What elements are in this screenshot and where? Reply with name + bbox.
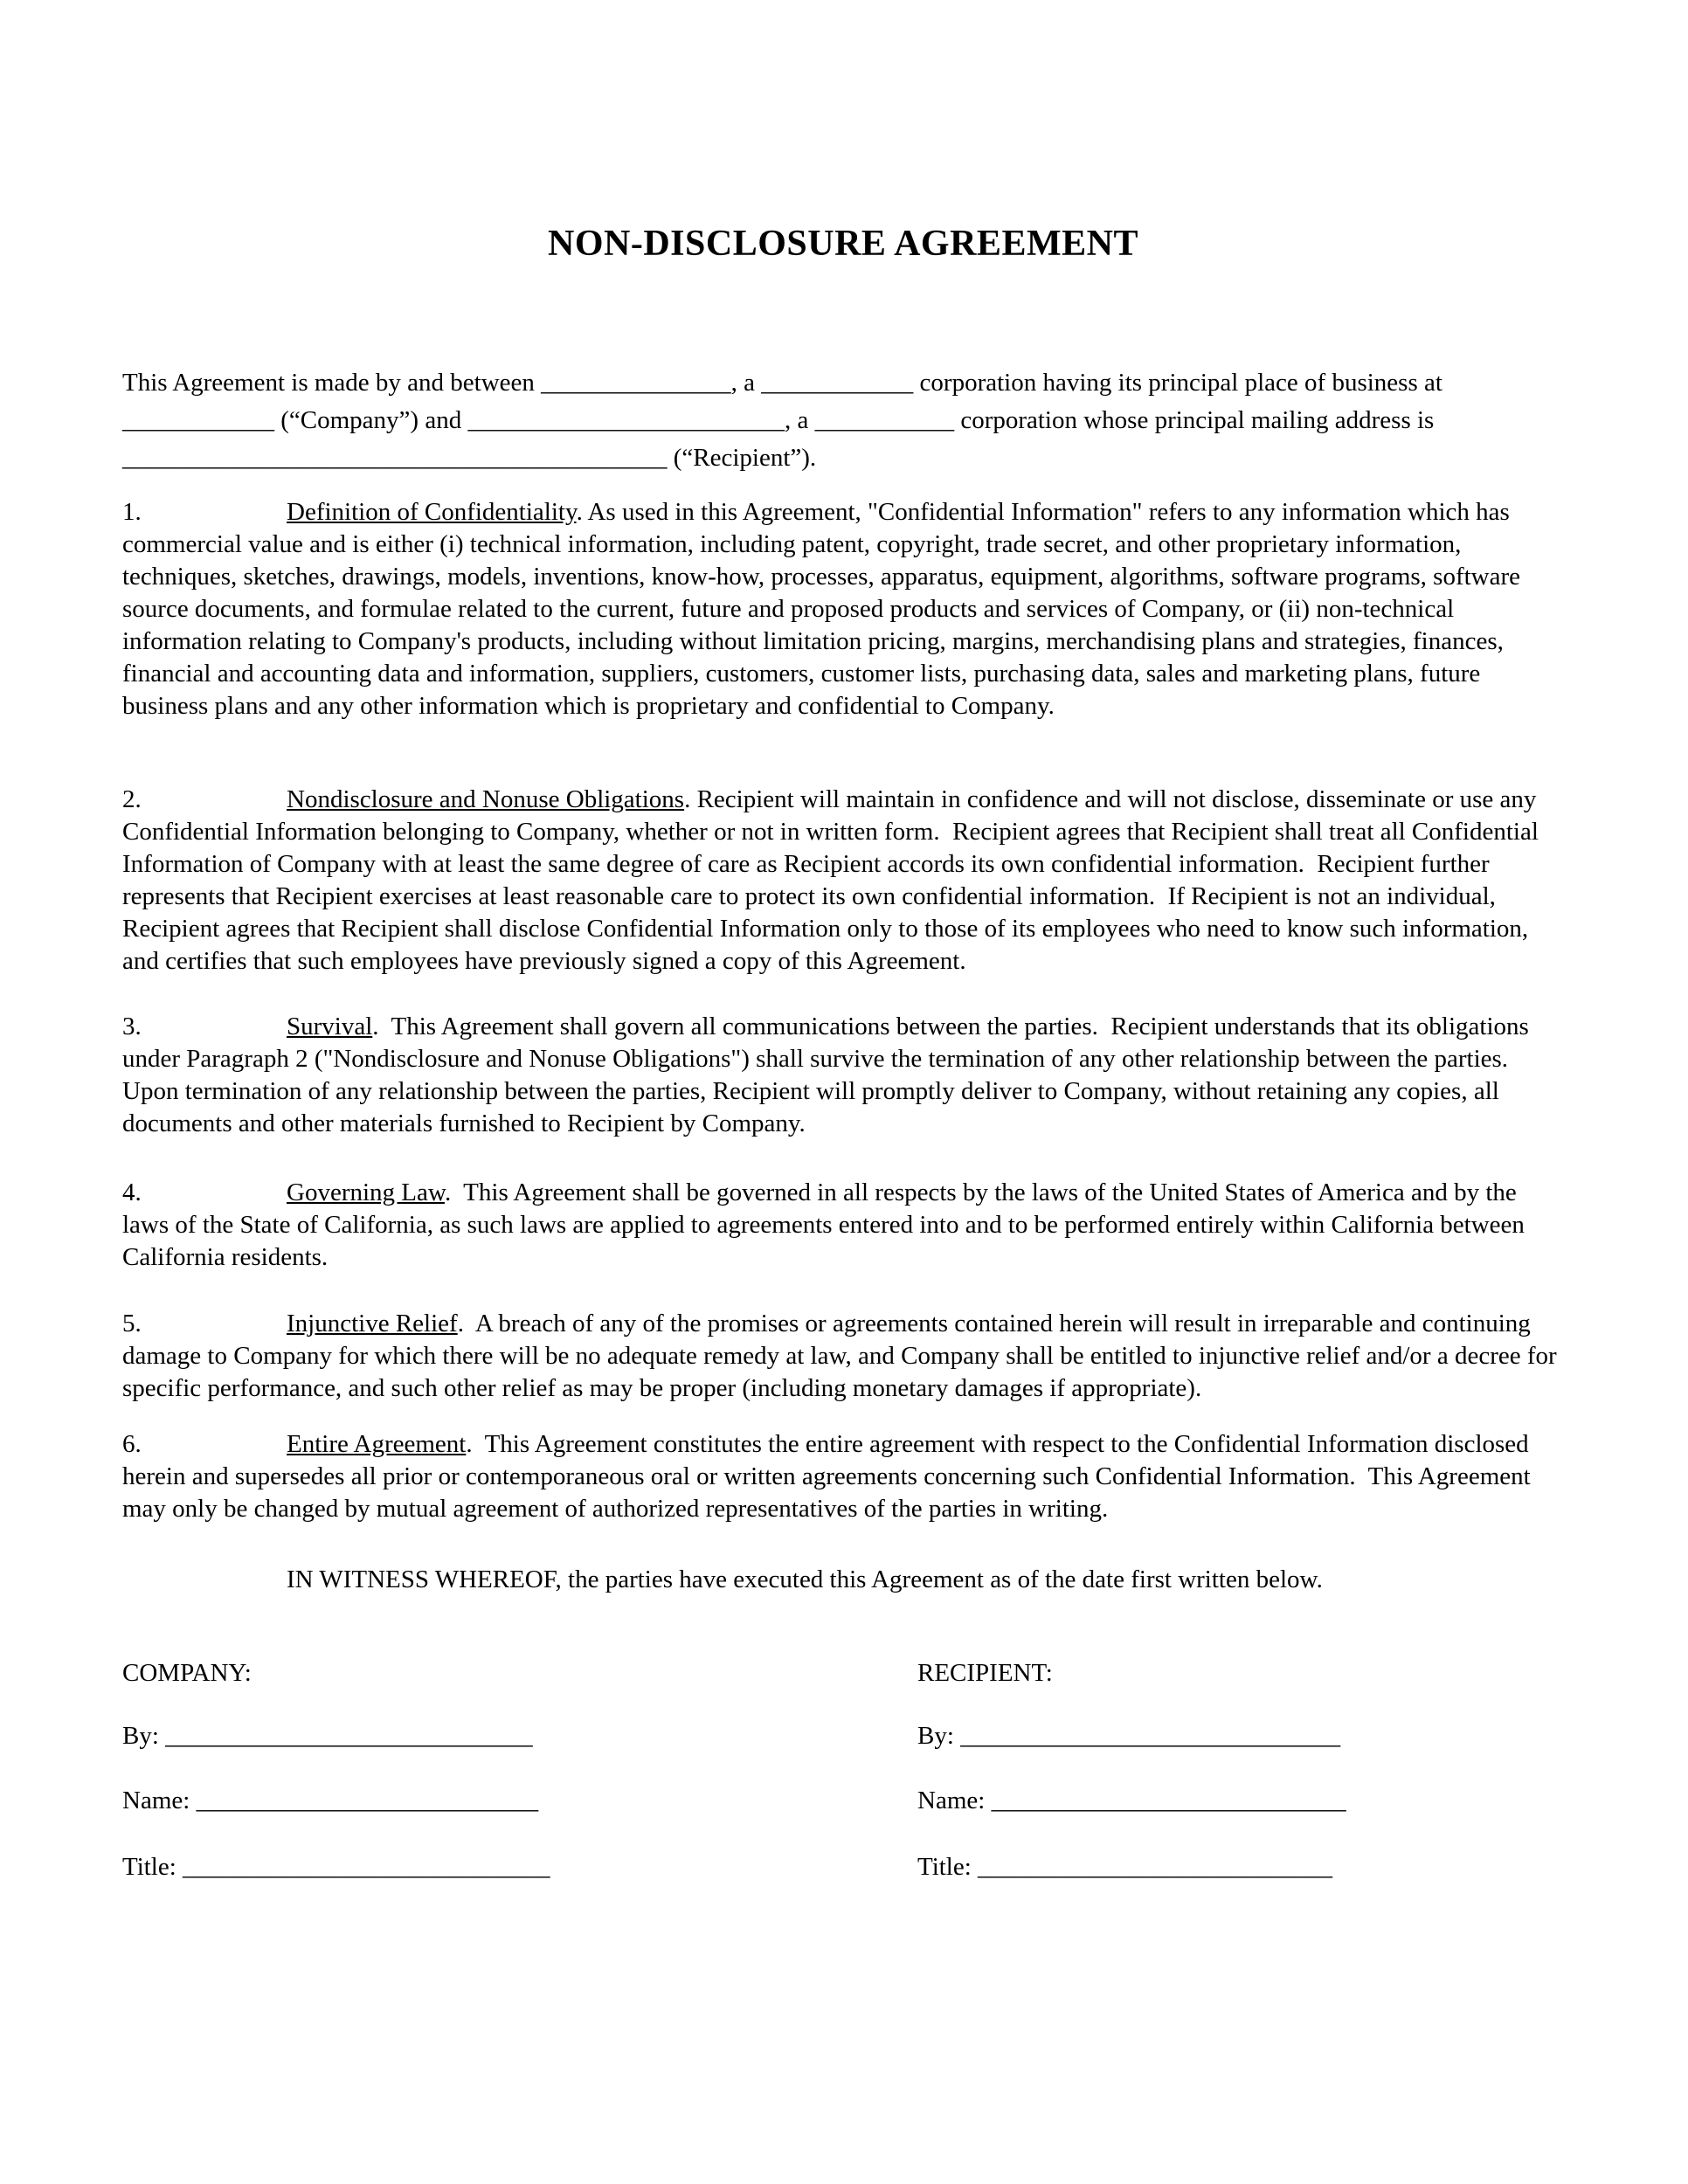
- section-paragraph: [122, 1428, 1564, 1525]
- section-paragraph: [122, 1177, 1564, 1274]
- section-body: This Agreement shall be governed in all respects by the laws of the United States of America and by the laws of the State of California, as such laws are applied to agreements entered into and to be performed entirely within California between California residents.: [122, 1178, 1532, 1271]
- company-name-label: Name:: [122, 1787, 190, 1814]
- section-separator: .: [444, 1178, 464, 1206]
- section-number: 4.: [122, 1178, 142, 1206]
- signature-block: [122, 1657, 1564, 1883]
- section-heading: Definition of Confidentiality: [287, 498, 577, 526]
- company-by-label: By:: [122, 1722, 159, 1750]
- recipient-name-row: [917, 1785, 1564, 1817]
- recipient-by-row: [917, 1720, 1564, 1752]
- company-name-row: [122, 1785, 917, 1817]
- section-number: 6.: [122, 1430, 142, 1458]
- company-party-label: COMPANY:: [122, 1659, 252, 1687]
- document-title: NON-DISCLOSURE AGREEMENT: [548, 224, 1138, 264]
- section-paragraph: [122, 1308, 1564, 1405]
- signature-column-recipient: [917, 1657, 1564, 1883]
- recipient-title-row: [917, 1851, 1564, 1883]
- recipient-title-signature-line: ____________________________: [971, 1853, 1333, 1881]
- witness-clause: IN WITNESS WHEREOF, the parties have executed this Agreement as of the date first written below.: [287, 1565, 1323, 1593]
- section-separator: .: [457, 1310, 475, 1337]
- signature-column-company: [122, 1657, 917, 1883]
- recipient-by-signature-line: ______________________________: [953, 1722, 1341, 1750]
- section-separator: .: [466, 1430, 485, 1458]
- section-paragraph: [122, 784, 1564, 978]
- section-body: A breach of any of the promises or agreements contained herein will result in irreparable and continuing damage to Company for which there will be no adequate remedy at law, and Company shall be entitled to injunctive relief and/or a decree for specific performance, and such other relief as may be proper (including monetary damages if appropriate).: [122, 1310, 1563, 1402]
- section-list: [122, 496, 1564, 1525]
- section-paragraph: [122, 496, 1564, 722]
- section-heading: Survival: [287, 1013, 373, 1040]
- recipient-party-label: RECIPIENT:: [917, 1659, 1053, 1687]
- section-number: 2.: [122, 785, 142, 813]
- recipient-by-label: By:: [917, 1722, 954, 1750]
- company-by-signature-line: _____________________________: [158, 1722, 533, 1750]
- intro-paragraph: This Agreement is made by and between _______________, a ____________ corporation having its principal place of business at ____________ (“Company”) and _________________________, a ___________ corporation whose principal mailing address is ___________________________________________ (“Recipient”).: [122, 369, 1449, 472]
- company-name-signature-line: ___________________________: [190, 1787, 539, 1814]
- section-heading: Governing Law: [287, 1178, 445, 1206]
- recipient-name-label: Name:: [917, 1787, 986, 1814]
- section-separator: .: [684, 785, 697, 813]
- section-heading: Entire Agreement: [287, 1430, 467, 1458]
- section-separator: .: [576, 498, 588, 526]
- section-body: Recipient will maintain in confidence and will not disclose, disseminate or use any Confidential Information belonging to Company, whether or not in written form. Recipient agrees that Recipient shall treat all Confidential Information of Company with at least the same degree of care as Recipient accords its own confidential information. Recipient further represents that Recipient exercises at least reasonable care to protect its own confidential information. If Recipient is not an individual, Recipient agrees that Recipient shall disclose Confidential Information only to those of its employees who need to know such information, and certifies that such employees have previously signed a copy of this Agreement.: [122, 785, 1546, 975]
- company-title-signature-line: _____________________________: [176, 1853, 550, 1881]
- section-number: 1.: [122, 498, 142, 526]
- section-paragraph: [122, 1011, 1564, 1140]
- section-number: 3.: [122, 1013, 142, 1040]
- section-body: This Agreement constitutes the entire agreement with respect to the Confidential Information disclosed herein and supersedes all prior or contemporaneous oral or written agreements concerning such Confidential Information. This Agreement may only be changed by mutual agreement of authorized representatives of the parties in writing.: [122, 1430, 1537, 1523]
- company-by-row: [122, 1720, 917, 1752]
- company-title-row: [122, 1851, 917, 1883]
- recipient-name-signature-line: ____________________________: [985, 1787, 1346, 1814]
- company-title-label: Title:: [122, 1853, 176, 1881]
- section-separator: .: [372, 1013, 391, 1040]
- section-heading: Injunctive Relief: [287, 1310, 458, 1337]
- section-number: 5.: [122, 1310, 142, 1337]
- recipient-title-label: Title:: [917, 1853, 972, 1881]
- section-body: This Agreement shall govern all communications between the parties. Recipient understands that its obligations under Paragraph 2 ("Nondisclosure and Nonuse Obligations") shall survive the termination of any other relationship between the parties. Upon termination of any relationship between the parties, Recipient will promptly deliver to Company, without retaining any copies, all documents and other materials furnished to Recipient by Company.: [122, 1013, 1536, 1137]
- section-body: As used in this Agreement, "Confidential Information" refers to any information which has commercial value and is either (i) technical information, including patent, copyright, trade secret, and other proprietary information, techniques, sketches, drawings, models, inventions, know-how, processes, apparatus, equipment, algorithms, software programs, software source documents, and formulae related to the current, future and proposed products and services of Company, or (ii) non-technical information relating to Company's products, including without limitation pricing, margins, merchandising plans and strategies, finances, financial and accounting data and information, suppliers, customers, customer lists, purchasing data, sales and marketing plans, future business plans and any other information which is proprietary and confidential to Company.: [122, 498, 1527, 720]
- section-heading: Nondisclosure and Nonuse Obligations: [287, 785, 685, 813]
